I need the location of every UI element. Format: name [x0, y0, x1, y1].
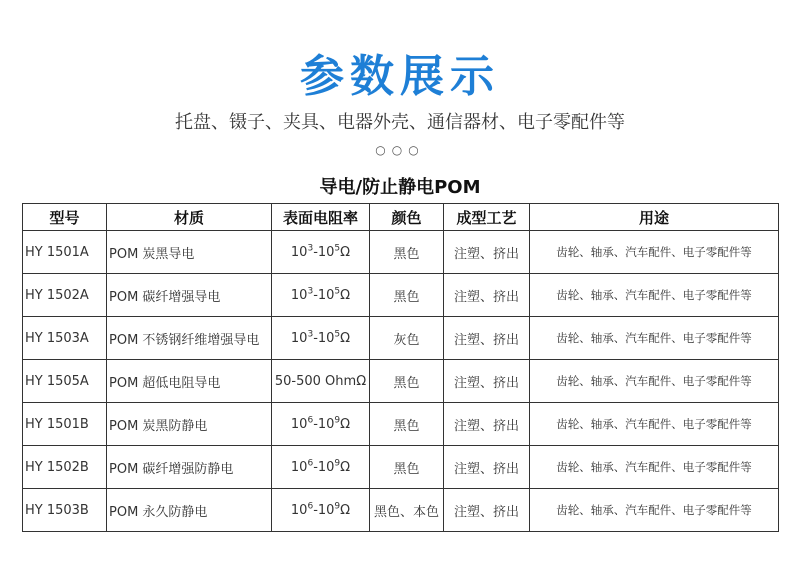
table-title: 导电/防止静电POM: [319, 177, 481, 198]
table-row: [23, 446, 779, 489]
cell-resistivity: 50-500 OhmΩ: [272, 360, 370, 403]
table-header-row: [23, 204, 779, 231]
cell-process: 注塑、挤出: [444, 231, 530, 274]
cell-usage: 齿轮、轴承、汽车配件、电子零配件等: [530, 231, 779, 274]
cell-material: POM 不锈钢纤维增强导电: [107, 317, 272, 360]
cell-model: HY 1501A: [23, 231, 107, 274]
cell-model: HY 1505A: [23, 360, 107, 403]
header-resistivity: 表面电阻率: [272, 204, 370, 231]
cell-model: HY 1503A: [23, 317, 107, 360]
cell-usage: 齿轮、轴承、汽车配件、电子零配件等: [530, 489, 779, 532]
cell-model: HY 1501B: [23, 403, 107, 446]
cell-color: 黑色、本色: [370, 489, 444, 532]
cell-process: 注塑、挤出: [444, 403, 530, 446]
page-title: 参数展示: [300, 51, 500, 102]
cell-resistivity: $10^3-10^5\Omega$: [272, 231, 370, 274]
header-material: 材质: [107, 204, 272, 231]
page-subtitle: 托盘、镊子、夹具、电器外壳、通信器材、电子零配件等: [175, 112, 625, 133]
cell-usage: 齿轮、轴承、汽车配件、电子零配件等: [530, 274, 779, 317]
table-row: [23, 274, 779, 317]
cell-resistivity: $10^3-10^5\Omega$: [272, 317, 370, 360]
cell-material: POM 炭黑防静电: [107, 403, 272, 446]
cell-resistivity: $10^6-10^9\Omega$: [272, 489, 370, 532]
spec-table: [22, 203, 779, 532]
cell-resistivity: $10^3-10^5\Omega$: [272, 274, 370, 317]
cell-process: 注塑、挤出: [444, 489, 530, 532]
table-row: [23, 360, 779, 403]
header-color: 颜色: [370, 204, 444, 231]
cell-process: 注塑、挤出: [444, 274, 530, 317]
cell-usage: 齿轮、轴承、汽车配件、电子零配件等: [530, 403, 779, 446]
cell-model: HY 1503B: [23, 489, 107, 532]
cell-color: 黑色: [370, 231, 444, 274]
table-row: [23, 317, 779, 360]
header-model: 型号: [23, 204, 107, 231]
cell-process: 注塑、挤出: [444, 360, 530, 403]
cell-resistivity: $10^6-10^9\Omega$: [272, 446, 370, 489]
table-row: [23, 403, 779, 446]
cell-usage: 齿轮、轴承、汽车配件、电子零配件等: [530, 360, 779, 403]
header-process: 成型工艺: [444, 204, 530, 231]
header-usage: 用途: [530, 204, 779, 231]
cell-color: 黑色: [370, 403, 444, 446]
cell-material: POM 永久防静电: [107, 489, 272, 532]
table-row: [23, 489, 779, 532]
cell-usage: 齿轮、轴承、汽车配件、电子零配件等: [530, 317, 779, 360]
cell-color: 黑色: [370, 360, 444, 403]
cell-resistivity: $10^6-10^9\Omega$: [272, 403, 370, 446]
decorative-dots: ○○○: [375, 143, 425, 157]
cell-model: HY 1502A: [23, 274, 107, 317]
cell-color: 黑色: [370, 274, 444, 317]
cell-color: 黑色: [370, 446, 444, 489]
cell-material: POM 炭黑导电: [107, 231, 272, 274]
cell-color: 灰色: [370, 317, 444, 360]
cell-process: 注塑、挤出: [444, 317, 530, 360]
cell-material: POM 碳纤增强防静电: [107, 446, 272, 489]
cell-material: POM 超低电阻导电: [107, 360, 272, 403]
cell-model: HY 1502B: [23, 446, 107, 489]
table-row: [23, 231, 779, 274]
cell-material: POM 碳纤增强导电: [107, 274, 272, 317]
cell-usage: 齿轮、轴承、汽车配件、电子零配件等: [530, 446, 779, 489]
cell-process: 注塑、挤出: [444, 446, 530, 489]
